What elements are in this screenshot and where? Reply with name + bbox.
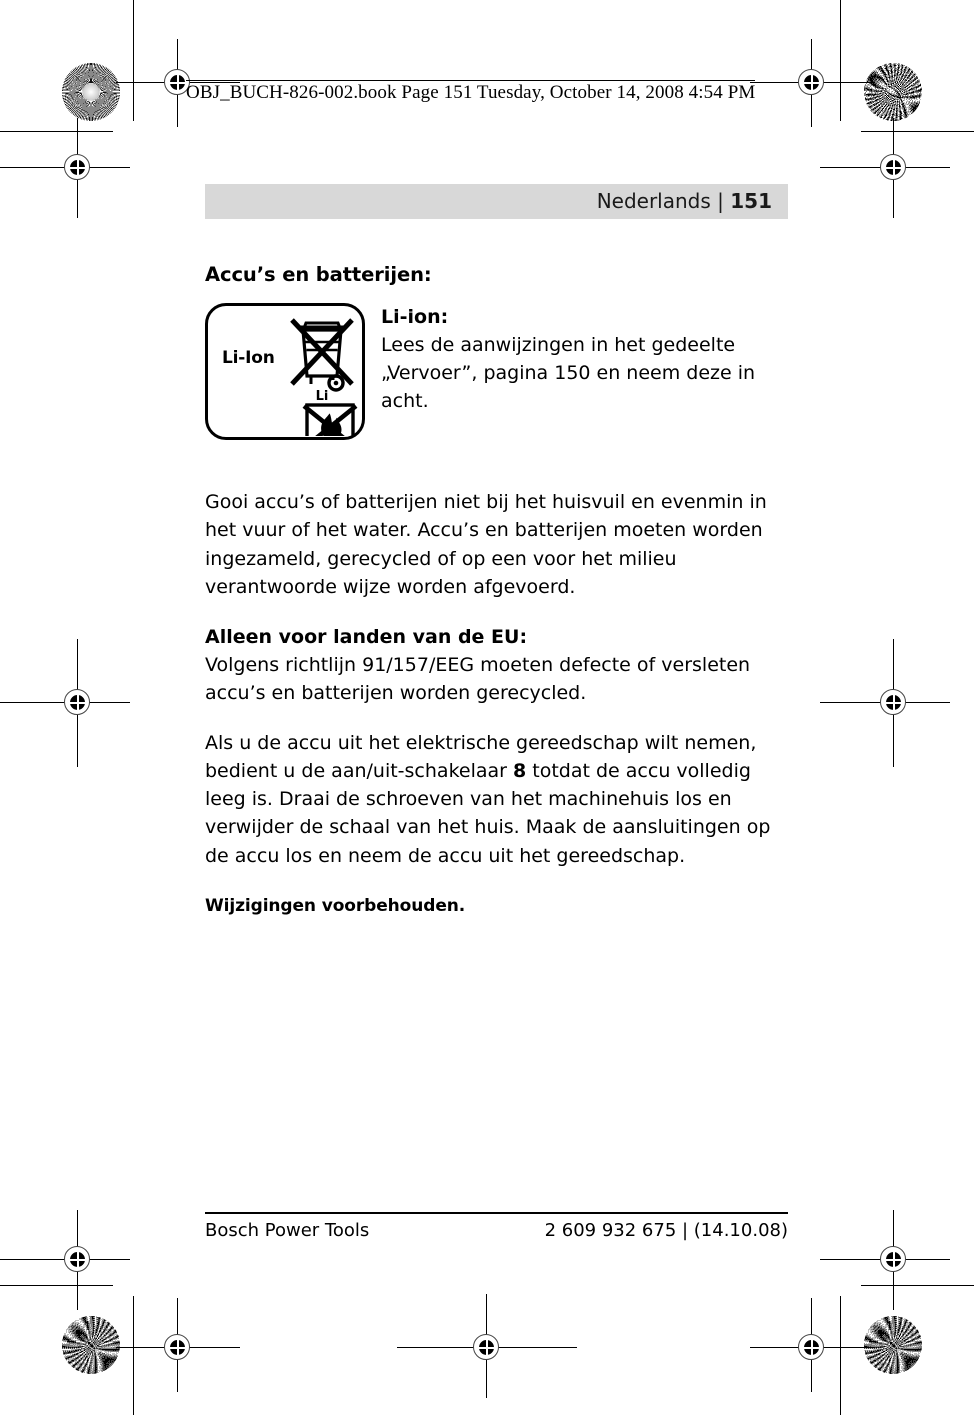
registration-mark-top-right [784, 55, 840, 111]
footer-document-code: 2 609 932 675 | (14.10.08) [544, 1220, 788, 1241]
component-reference-number: 8 [513, 760, 527, 783]
trim-line-left-bottom [133, 1296, 134, 1415]
file-info-header [186, 80, 755, 104]
closing-note: Wijzigingen voorbehouden. [205, 895, 466, 916]
li-ion-symbol-box [205, 303, 365, 440]
symbol-notice-row [205, 303, 788, 440]
registration-mark-bottom-left [150, 1320, 206, 1376]
running-head-separator: | [717, 189, 724, 213]
paragraph-disposal: Gooi accu’s of batterijen niet bij het huisvuil en evenmin in het vuur of het water. Accu’s en batterijen moeten worden ingezameld, gerecycled of op een voor het milieu verantwoorde wijze worden afgevoerd. [205, 491, 767, 598]
moire-patch-top-right [864, 63, 922, 121]
footer-divider [205, 1212, 788, 1214]
registration-mark-middle-left [50, 675, 106, 731]
svg-text:Li: Li [315, 389, 329, 405]
paragraph-battery-removal [205, 729, 788, 870]
removal-text-part2: totdat de accu volledig leeg is. Draai de schroeven van het machinehuis los en verwijder de schaal van het huis. Maak de aansluitingen op de accu los en neem de accu uit het gereedschap. [205, 760, 771, 867]
li-ion-notice-body: Lees de aanwijzingen in het gedeelte „Vervoer”, pagina 150 en neem deze in acht. [381, 333, 756, 412]
registration-mark-lower-right [866, 1232, 922, 1288]
trim-line-top-right [861, 131, 974, 132]
running-head-language: Nederlands [596, 189, 711, 213]
li-ion-notice-text [381, 303, 788, 415]
trim-line-top-left [0, 131, 113, 132]
moire-patch-top-left [62, 63, 120, 121]
registration-mark-lower-left [50, 1232, 106, 1288]
trim-line-left-top [133, 0, 134, 121]
content-column [205, 184, 788, 916]
moire-patch-bottom-right [864, 1316, 922, 1374]
registration-mark-upper-left [50, 140, 106, 196]
trim-line-right-bottom [840, 1296, 841, 1415]
registration-mark-bottom-center [459, 1320, 515, 1376]
removal-text-part1: Als u de accu uit het elektrische gereedschap wilt nemen, bedient u de aan/uit-schakelaar [205, 732, 757, 783]
page-footer [205, 1212, 788, 1241]
footer-company: Bosch Power Tools [205, 1220, 370, 1241]
eu-heading: Alleen voor landen van de EU: [205, 625, 528, 648]
registration-mark-upper-right [866, 140, 922, 196]
paragraph-eu [205, 623, 788, 707]
li-ion-pictograms [286, 314, 358, 440]
running-head-page-number: 151 [730, 189, 772, 213]
eu-body: Volgens richtlijn 91/157/EEG moeten defecte of versleten accu’s en batterijen worden gerecycled. [205, 653, 751, 704]
battery-disposal-pictogram-svg [286, 314, 358, 436]
file-info-header-text: OBJ_BUCH-826-002.book Page 151 Tuesday, October 14, 2008 4:54 PM [186, 82, 756, 103]
footer-row [205, 1220, 788, 1241]
moire-patch-bottom-left [62, 1316, 120, 1374]
running-head-band [205, 184, 788, 219]
li-ion-notice-title: Li-ion: [381, 306, 449, 329]
registration-mark-bottom-right [784, 1320, 840, 1376]
section-heading-batteries: Accu’s en batterijen: [205, 263, 432, 286]
registration-mark-middle-right [866, 675, 922, 731]
trim-line-right-top [840, 0, 841, 121]
li-ion-box-label: Li-Ion [222, 348, 275, 369]
